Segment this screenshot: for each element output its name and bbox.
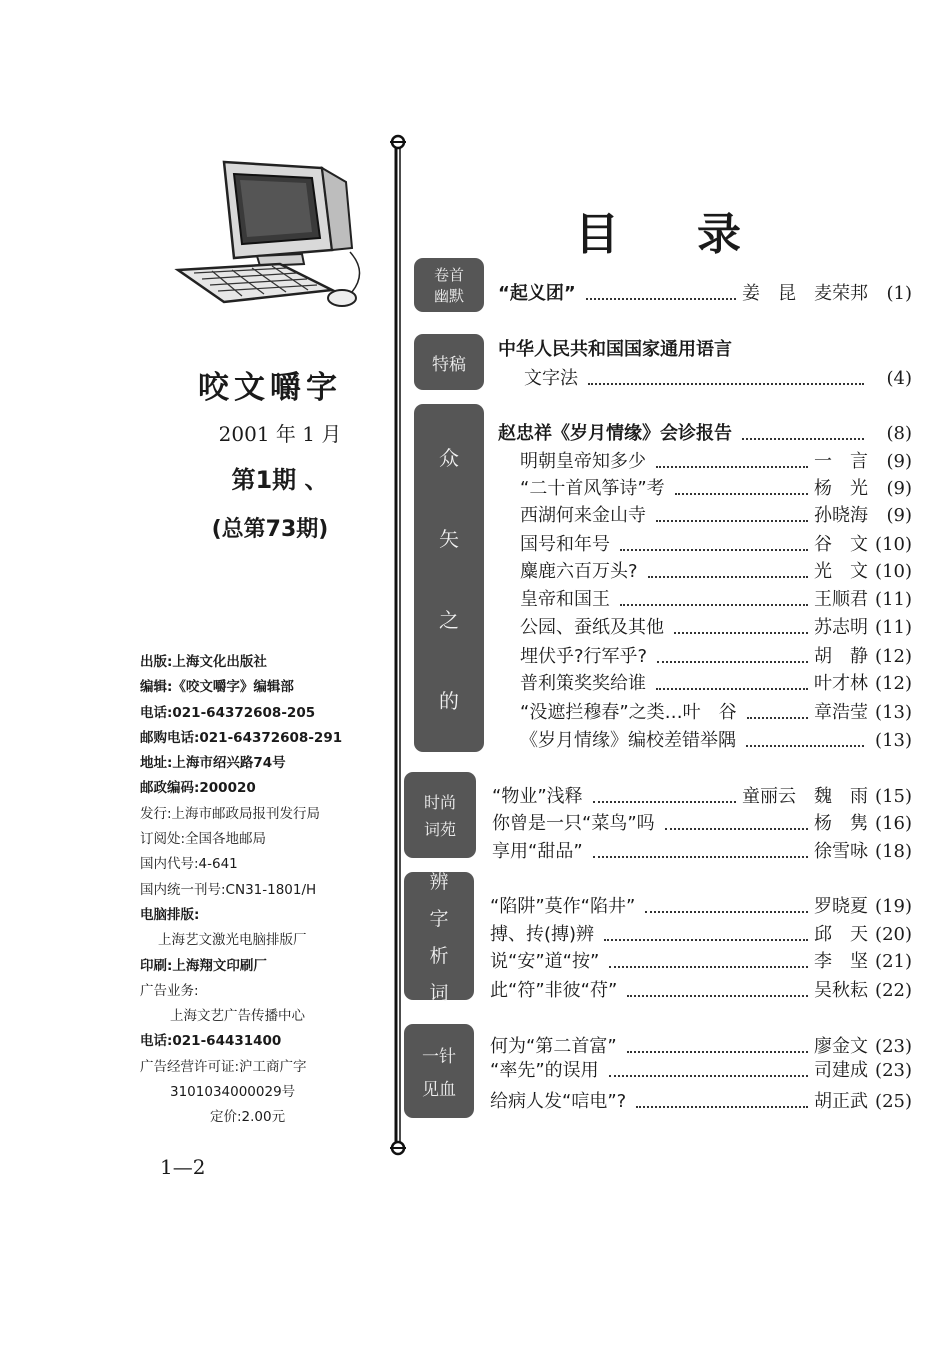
imprint-line: 上海艺文激光电脑排版厂 [158, 932, 307, 949]
toc-entry-title: 此“符”非彼“苻” [490, 980, 618, 1001]
imprint-line: 发行:上海市邮政局报刊发行局 [140, 805, 321, 822]
toc-dot-leader [588, 361, 864, 385]
toc-page-number: (25) [875, 1091, 912, 1112]
toc-dot-leader [636, 1084, 808, 1108]
toc-entry-author: 罗晓夏 [814, 896, 868, 917]
toc-dot-leader [657, 639, 808, 663]
section-label [404, 772, 476, 858]
toc-dot-leader [620, 582, 808, 606]
toc-entry-title: 普利策奖奖给谁 [520, 673, 646, 694]
toc-entry-author: 杨 光 [814, 478, 868, 499]
toc-page-number: (16) [875, 813, 912, 834]
toc-entry-author: 廖金文 [814, 1036, 868, 1057]
imprint-line: 广告经营许可证:沪工商广字 [140, 1058, 307, 1075]
toc-dot-leader [742, 416, 864, 440]
imprint-line: 国内统一刊号:CN31-1801/H [140, 881, 317, 898]
toc-entry-title: “二十首风筝诗”考 [520, 478, 665, 499]
section-label-text: 辨 [429, 871, 449, 893]
section-label-text: 词苑 [423, 820, 456, 839]
section-label-text: 特稿 [432, 354, 466, 375]
toc-entry-author: 叶才林 [814, 673, 868, 694]
toc-dot-leader [586, 276, 736, 300]
toc-page-number: (9) [886, 478, 912, 499]
imprint-block [140, 650, 390, 1131]
issue-number: 第1期 、 [231, 466, 329, 494]
toc-page-number: (19) [875, 896, 912, 917]
imprint-line: 电话:021-64372608-205 [140, 704, 316, 721]
toc-page-number: (15) [875, 786, 912, 807]
toc-entry-author: 胡 静 [814, 646, 868, 667]
toc-dot-leader [604, 917, 808, 941]
section-label [414, 334, 484, 390]
toc-entry-title: 文字法 [524, 368, 578, 389]
toc-entry-title: 搏、抟(摶)辨 [490, 924, 595, 945]
toc-entry-title: 享用“甜品” [492, 841, 583, 862]
imprint-line: 电话:021-64431400 [140, 1033, 282, 1050]
toc-entry-author: 杨 隽 [814, 813, 868, 834]
section-label-text: 之 [439, 608, 459, 632]
toc-entry-author: 谷 文 [814, 534, 868, 555]
toc-page-number: (10) [875, 561, 912, 582]
toc-page-number: (13) [875, 702, 912, 723]
toc-entry-title: “起义团” [498, 283, 576, 304]
toc-page-number: (12) [875, 673, 912, 694]
column-divider [386, 130, 410, 1160]
toc-entry-title: 公园、蚕纸及其他 [520, 617, 664, 638]
imprint-line: 邮政编码:200020 [140, 780, 256, 797]
page-code: 1—2 [160, 1155, 206, 1179]
toc-page-number: (20) [875, 924, 912, 945]
toc-page-number: (22) [875, 980, 912, 1001]
toc-entry-title: 《岁月情缘》编校差错举隅 [520, 730, 736, 751]
imprint-line: 定价:2.00元 [210, 1109, 286, 1126]
toc-dot-leader [656, 498, 808, 522]
imprint-line: 出版:上海文化出版社 [140, 654, 267, 670]
toc-entry-title: 你曾是一只“菜鸟”吗 [492, 813, 655, 834]
toc-dot-leader [609, 944, 808, 968]
toc-dot-leader [627, 973, 808, 997]
toc-entry-title: 何为“第二首富” [490, 1036, 617, 1057]
section-label-text: 的 [439, 689, 459, 713]
toc-page-number: (21) [875, 951, 912, 972]
toc-entry-author: 吴秋耘 [814, 980, 868, 1001]
toc-entry-author: 徐雪咏 [814, 841, 868, 862]
section-label-text: 见血 [422, 1080, 456, 1100]
toc-entry-title: “物业”浅释 [492, 786, 583, 807]
section-label-text: 矢 [439, 527, 459, 551]
toc-dot-leader [593, 779, 736, 803]
toc-dot-leader [746, 723, 864, 747]
toc-dot-leader [593, 834, 808, 858]
section-label-text: 卷首 [433, 266, 464, 284]
toc-entry-title: 国号和年号 [520, 534, 610, 555]
imprint-line: 地址:上海市绍兴路74号 [140, 755, 286, 772]
toc-entry-title: 赵忠祥《岁月情缘》会诊报告 [498, 423, 732, 444]
toc-entry-author: 光 文 [814, 561, 868, 582]
toc-entry-title: 给病人发“唁电”? [490, 1091, 627, 1112]
imprint-line: 订阅处:全国各地邮局 [140, 831, 267, 848]
toc-entry-author: 胡正武 [814, 1091, 868, 1112]
toc-dot-leader [620, 527, 808, 551]
toc-entry-title: 麋鹿六百万头? [520, 561, 638, 582]
section-label [404, 1024, 474, 1118]
toc-dot-leader [674, 610, 808, 634]
toc-entry-author: 李 坚 [814, 951, 868, 972]
toc-entry-title: 西湖何来金山寺 [520, 505, 646, 526]
section-label-text: 词 [429, 982, 449, 1004]
toc-dot-leader [665, 806, 808, 830]
toc-entry-author: 苏志明 [814, 617, 868, 638]
toc-entry-title: “率先”的误用 [490, 1060, 599, 1081]
section-label [414, 258, 484, 312]
imprint-line: 广告业务: [140, 982, 199, 999]
imprint-line: 国内代号:4-641 [140, 856, 238, 873]
toc-dot-leader [648, 554, 808, 578]
imprint-line: 电脑排版: [140, 906, 200, 923]
imprint-line: 上海文艺广告传播中心 [170, 1008, 305, 1025]
toc-entry-title: “陷阱”莫作“陷井” [490, 896, 636, 917]
section-label [414, 404, 484, 752]
toc-entry-title: 埋伏乎?行军乎? [520, 646, 648, 667]
toc-dot-leader [609, 1053, 808, 1077]
toc-entry-title: “没遮拦穆春”之类…叶 谷 [520, 702, 737, 723]
toc-page-number: (13) [875, 730, 912, 751]
imprint-line: 3101034000029号 [170, 1084, 296, 1101]
toc-page-number: (11) [875, 589, 912, 610]
toc-page-number: (11) [875, 617, 912, 638]
toc-entry-author: 王顺君 [814, 589, 868, 610]
issue-date: 2001 年 1 月 [218, 422, 342, 446]
toc-page-number: (9) [886, 505, 912, 526]
toc-page-number: (23) [875, 1036, 912, 1057]
toc-page-number: (9) [886, 451, 912, 472]
section-label-text: 析 [429, 945, 449, 967]
toc-page-number: (10) [875, 534, 912, 555]
toc-entry-author: 童丽云 魏 雨 [742, 786, 868, 807]
toc-page-number: (4) [886, 368, 912, 389]
imprint-line: 编辑:《咬文嚼字》编辑部 [140, 679, 294, 696]
toc-dot-leader [675, 471, 808, 495]
toc-entry-author: 孙晓海 [814, 505, 868, 526]
magazine-title: 咬文嚼字 [198, 370, 342, 406]
issue-total-number: (总第73期) [211, 517, 329, 542]
contents-heading: 目录 [575, 209, 819, 260]
toc-dot-leader [656, 444, 808, 468]
toc-entry-author: 章浩莹 [814, 702, 868, 723]
section-label-text: 字 [429, 908, 449, 930]
toc-page-number: (12) [875, 646, 912, 667]
toc-page-number: (23) [875, 1060, 912, 1081]
toc-entry-title: 皇帝和国王 [520, 589, 610, 610]
toc-dot-leader [747, 695, 808, 719]
toc-entry-title: 中华人民共和国国家通用语言 [498, 339, 732, 360]
computer-illustration [172, 152, 372, 312]
toc-dot-leader [656, 666, 808, 690]
section-label [404, 871, 474, 1004]
toc-entry-author: 一 言 [814, 451, 868, 472]
toc-page-number: (8) [886, 423, 912, 444]
section-label-text: 一针 [422, 1047, 456, 1067]
toc-page-number: (18) [875, 841, 912, 862]
section-label-text: 时尚 [423, 793, 456, 812]
toc-dot-leader [645, 889, 808, 913]
section-label-text: 幽默 [433, 287, 464, 305]
toc-entry-author: 姜 昆 麦荣邦 [742, 283, 868, 304]
toc-entry-author: 邱 天 [814, 924, 868, 945]
toc-entry-title: 明朝皇帝知多少 [520, 451, 646, 472]
section-label-text: 众 [439, 446, 459, 470]
toc-dot-leader [627, 1029, 808, 1053]
toc-entry-title: 说“安”道“按” [490, 951, 600, 972]
toc-page-number: (1) [886, 283, 912, 304]
toc-entry-author: 司建成 [814, 1060, 868, 1081]
imprint-line: 印刷:上海翔文印刷厂 [140, 957, 267, 974]
imprint-line: 邮购电话:021-64372608-291 [140, 729, 343, 746]
